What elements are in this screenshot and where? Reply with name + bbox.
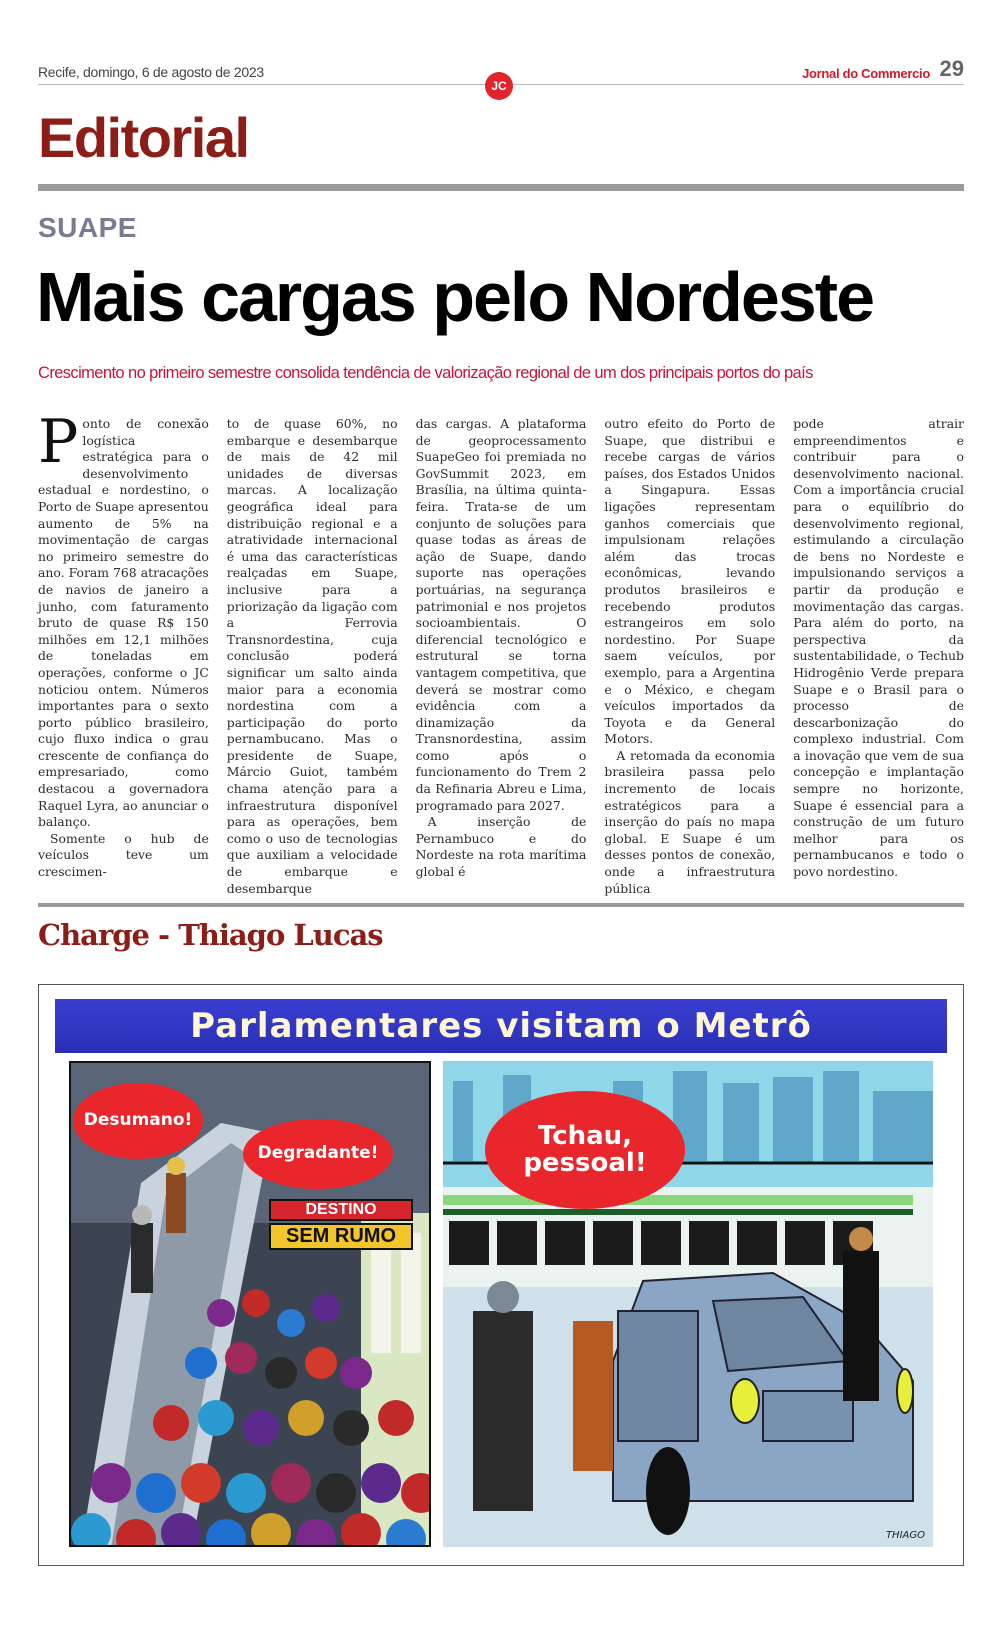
drop-cap: P (38, 407, 79, 477)
cartoon-banner (55, 999, 947, 1053)
cartoon-panel-politicians-car (443, 1061, 933, 1547)
page-header (38, 56, 964, 93)
paragraph: A retomada da economia brasileira passa pelo incremento de locais estratégicos para a inserção do país no mapa global. E Suape é um desses pontos de conexão, onde a infraestrutura pública (604, 747, 776, 896)
jc-logo-icon: JC (485, 72, 513, 100)
charge-title: Charge - Thiago Lucas (38, 918, 383, 952)
cartoon-panel-subway-crowd (69, 1061, 431, 1547)
article-column (226, 416, 398, 896)
article-column (415, 416, 587, 880)
speech-bubble: Degradante! (243, 1119, 393, 1189)
destination-sign-top: DESTINO (269, 1199, 413, 1221)
paragraph: A inserção de Pernambuco e do Nordeste na rota marítima global é (415, 814, 587, 880)
article-column (38, 407, 209, 880)
charge-divider (38, 903, 964, 907)
paragraph: pode atrair empreendimentos e contribuir para o desenvolvimento nacional. Com a importância crucial para o equilíbrio do desenvolvimento regional, estimulando a circulação de bens no Nordeste e impulsionando serviços a partir da produção e movimentação das cargas. Para além do porto, na perspectiva da sustentabilidade, o Techub Hidrogênio Verde prepara Suape e o Brasil para o processo de descarbonização do complexo industrial. Com a inovação que vem de sua concepção e implantação sempre no horizonte, Suape é essencial para a construção de um futuro melhor para os pernambucanos e todo o povo nordestino. (793, 416, 964, 880)
article-column (793, 416, 964, 880)
paragraph: onto de conexão logística estratégica para o desenvolvimento estadual e nordestino, o Porto de Suape apresentou aumento de 5% na movimentação de cargas no primeiro semestre do ano. Foram 768 atracações de navios de janeiro a junho, com faturamento bruto de quase R$ 150 milhões em 12,1 milhões de toneladas em operações, conforme o JC noticiou ontem. Números importantes para o sexto porto público brasileiro, cujo fluxo indica o grau crescente de confiança do empresariado, como destacou a governadora Raquel Lyra, ao anunciar o balanço. (38, 416, 209, 830)
paragraph: outro efeito do Porto de Suape, que distribui e recebe cargas de vários países, dos Estados Unidos a Singapura. Essas ligações representam ganhos comerciais que impulsionam relações além das trocas econômicas, levando produtos brasileiros e recebendo produtos estrangeiros em solo nordestino. Por Suape saem veículos, por exemplo, para a Argentina e o México, e chegam veículos importados da Toyota e da General Motors. (604, 416, 776, 747)
article-body (38, 407, 964, 896)
paragraph: das cargas. A plataforma de geoprocessamento SuapeGeo foi premiada no GovSummit 2023, em Brasília, na última quinta-feira. Trata-se de um conjunto de soluções para quase todas as áreas de ação de Suape, dando suporte nas operações portuárias, na segurança patrimonial e nos projetos socioambientais. O diferencial tecnológico e estrutural se torna vantagem competitiva, que deverá se mostrar como evidência com a dinamização da Transnordestina, assim como após o funcionamento do Trem 2 da Refinaria Abreu e Lima, programado para 2027. (415, 416, 587, 813)
paper-name: Jornal do Commercio (802, 66, 930, 81)
artist-signature: THIAGO (885, 1530, 925, 1541)
dateline: Recife, domingo, 6 de agosto de 2023 (38, 64, 264, 80)
article-headline: Mais cargas pelo Nordeste (36, 258, 873, 336)
speech-bubble: Desumano! (73, 1083, 203, 1159)
article-deck: Crescimento no primeiro semestre consolida tendência de valorização regional de um dos principais portos do país (38, 364, 813, 382)
speech-bubble: Tchau, pessoal! (485, 1091, 685, 1209)
train-windows (449, 1221, 873, 1265)
cartoon-title: Parlamentares visitam o Metrô (190, 1006, 812, 1046)
page-number: 29 (939, 56, 964, 81)
section-title: Editorial (38, 106, 249, 169)
section-divider (38, 184, 964, 191)
paragraph: to de quase 60%, no embarque e desembarque de mais de 42 mil unidades de diversas marcas. A localização geográfica ideal para distribuição regional e a atratividade internacional é uma das características realçadas em Suape, inclusive para a priorização da ligação com a Ferrovia Transnordestina, cuja conclusão poderá significar um salto ainda maior para a economia nordestina com a participação do porto pernambucano. Mas o presidente de Suape, Márcio Guiot, também chama atenção para a infraestrutura disponível para as operações, bem como o uso de tecnologias que auxiliam a velocidade de embarque e desembarque (226, 416, 398, 896)
paragraph: Somente o hub de veículos teve um crescimen- (38, 830, 209, 880)
article-column (604, 416, 776, 896)
article-kicker: SUAPE (38, 212, 137, 243)
destination-sign-bottom: SEM RUMO (269, 1223, 413, 1250)
cartoon (38, 984, 964, 1566)
